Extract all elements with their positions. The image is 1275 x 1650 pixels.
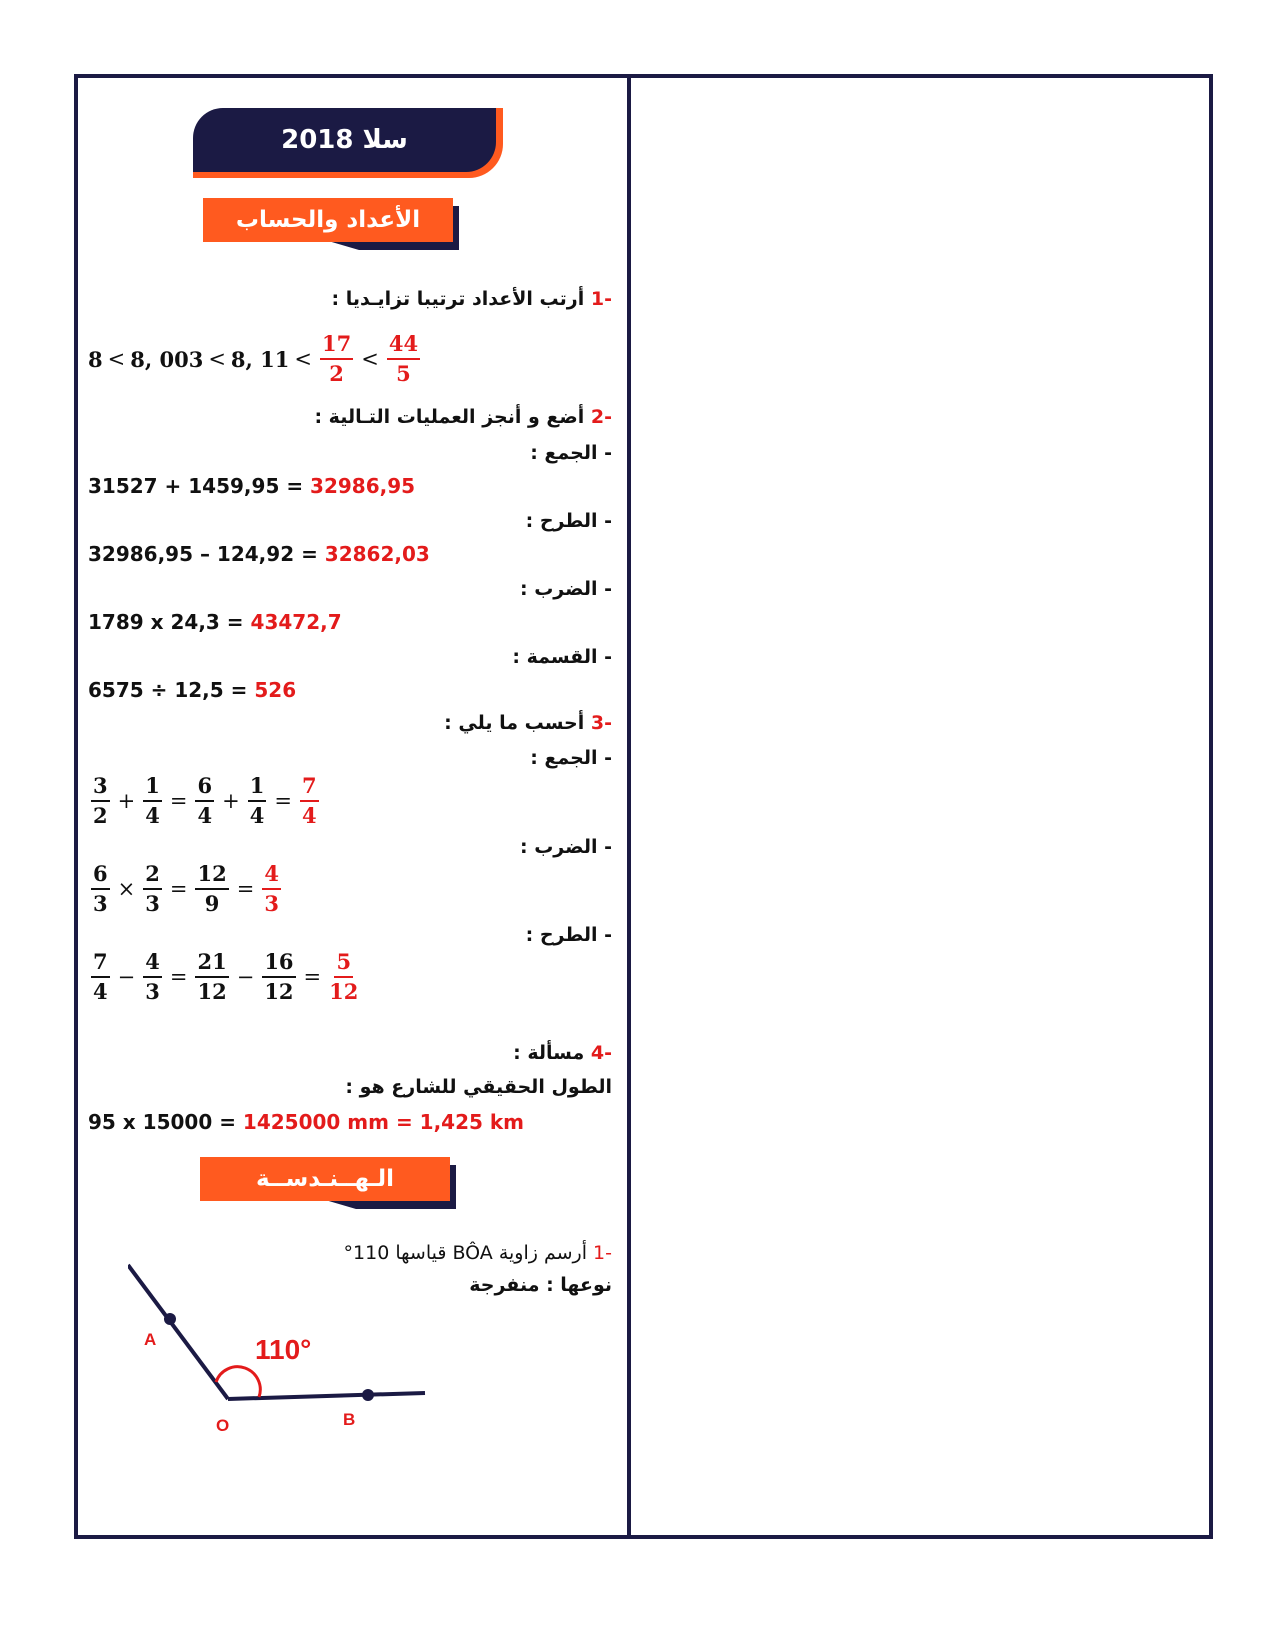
q4-statement: الطول الحقيقي للشارع هو : bbox=[345, 1076, 612, 1098]
q4-answer: 95 x 15000 = 1425000 mm = 1,425 km bbox=[88, 1110, 525, 1134]
question-1: -1 أرتب الأعداد ترتيبا تزايـديا : bbox=[331, 288, 612, 310]
section-header-geometry bbox=[200, 1157, 450, 1201]
label-subtraction: - الطرح : bbox=[525, 510, 612, 532]
q2-multiplication: 1789 x 24,3 = 43472,7 bbox=[88, 610, 342, 634]
q3-multiplication: $\frac{6}{3}$ × $\frac{2}{3}$ = $\frac{12}{9}$ = $\frac{4}{3}$ bbox=[93, 861, 279, 917]
label-fraction-subtraction: - الطرح : bbox=[525, 924, 612, 946]
label-multiplication: - الضرب : bbox=[520, 578, 612, 600]
column-divider bbox=[627, 74, 631, 1539]
left-column bbox=[88, 74, 620, 1534]
ray-oa bbox=[128, 1265, 228, 1399]
q2-subtraction: 32986,95 – 124,92 = 32862,03 bbox=[88, 542, 430, 566]
section-title: الـهــنـدســة bbox=[255, 1166, 395, 1192]
section-title: الأعداد والحساب bbox=[235, 207, 421, 233]
label-fraction-multiplication: - الضرب : bbox=[520, 836, 612, 858]
label-a: A bbox=[144, 1330, 157, 1349]
geometry-question-1: -1 أرسم زاوية BÔA قياسها 110° bbox=[343, 1242, 612, 1264]
point-b bbox=[362, 1389, 374, 1401]
ray-ob bbox=[228, 1393, 425, 1399]
q2-division: 6575 ÷ 12,5 = 526 bbox=[88, 678, 297, 702]
angle-type: نوعها : منفرجة bbox=[469, 1274, 612, 1296]
label-b: B bbox=[343, 1410, 356, 1429]
q2-addition: 31527 + 1459,95 = 32986,95 bbox=[88, 474, 416, 498]
angle-value: 110° bbox=[255, 1334, 312, 1365]
point-a bbox=[164, 1313, 176, 1325]
label-fraction-addition: - الجمع : bbox=[530, 747, 612, 769]
title-banner bbox=[193, 108, 503, 178]
question-4: -4 مسألة : bbox=[513, 1042, 612, 1064]
question-2: -2 أضع و أنجز العمليات التـالية : bbox=[314, 406, 612, 428]
q3-addition: $\frac{3}{2}$ + $\frac{1}{4}$ = $\frac{6}{4}$ + $\frac{1}{4}$ = $\frac{7}{4}$ bbox=[93, 773, 317, 829]
label-addition: - الجمع : bbox=[530, 442, 612, 464]
q1-answer: 8 < 8, 003 < 8, 11 < $\frac{17}{2}$ < $\frac{44}{5}$ bbox=[88, 331, 419, 387]
angle-figure bbox=[128, 1259, 488, 1479]
page-title: سلا 2018 bbox=[281, 125, 408, 155]
label-division: - القسمة : bbox=[512, 646, 612, 668]
label-o: O bbox=[216, 1416, 230, 1435]
section-header-numbers bbox=[203, 198, 453, 242]
q3-subtraction: $\frac{7}{4}$ − $\frac{4}{3}$ = $\frac{21}{12}$ − $\frac{16}{12}$ = $\frac{5}{12}$ bbox=[93, 949, 359, 1005]
question-3: -3 أحسب ما يلي : bbox=[444, 712, 612, 734]
